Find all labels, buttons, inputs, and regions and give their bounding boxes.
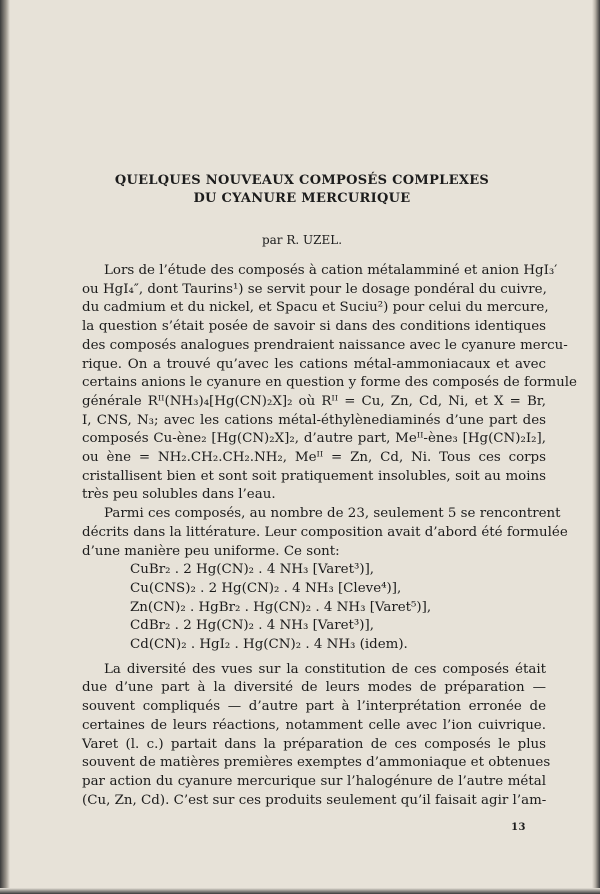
title-line-1: QUELQUES NOUVEAUX COMPOSÉS COMPLEXES	[114, 173, 490, 188]
paragraph-line: cristallisent bien et sont soit pratiquement insolubles, soit au moins	[82, 468, 546, 484]
paragraph-line: d’une manière peu uniforme. Ce sont:	[82, 543, 340, 559]
paragraph-line: Lors de l’étude des composés à cation métalamminé et anion HgI₃′	[104, 263, 558, 278]
author-byline: par R. UZEL.	[261, 233, 343, 247]
scan-edge-left	[0, 0, 10, 894]
paragraph-line: très peu solubles dans l’eau.	[82, 487, 276, 503]
paragraph-line: souvent de matières premières exemptes d’ammoniaque et obtenues	[82, 755, 551, 771]
paragraph-line: ou ène = NH₂.CH₂.CH₂.NH₂, Meᴵᴵ = Zn, Cd, Ni. Tous ces corps	[82, 450, 546, 466]
formula-line: CuBr₂ . 2 Hg(CN)₂ . 4 NH₃ [Varet³)],	[130, 562, 375, 578]
paragraph-line: Parmi ces composés, au nombre de 23, seulement 5 se rencontrent	[104, 506, 561, 522]
scan-edge-right	[592, 0, 600, 894]
paragraph-line: due d’une part à la diversité de leurs modes de préparation —	[82, 680, 546, 696]
formula-line: Cd(CN)₂ . HgI₂ . Hg(CN)₂ . 4 NH₃ (idem).	[130, 637, 408, 653]
paragraph-line: des composés analogues prendraient naissance avec le cyanure mercu-	[82, 337, 568, 353]
paragraph-2	[60, 505, 568, 561]
formula-line: CdBr₂ . 2 Hg(CN)₂ . 4 NH₃ [Varet³)],	[130, 618, 374, 634]
paragraph-line: ou HgI₄″, dont Taurins¹) se servit pour le dosage pondéral du cuivre,	[82, 281, 547, 297]
paragraph-line: (Cu, Zn, Cd). C’est sur ces produits seulement qu’il faisait agir l’am-	[82, 792, 547, 808]
paragraph-line: la question s’était posée de savoir si dans des conditions identiques	[82, 319, 546, 335]
paragraph-line: par action du cyanure mercurique sur l’halogénure de l’autre métal	[82, 773, 546, 789]
article-title	[60, 172, 544, 208]
paragraph-line: décrits dans la littérature. Leur composition avait d’abord été formulée	[82, 524, 568, 540]
paragraph-line: du cadmium et du nickel, et Spacu et Suciu²) pour celui du mercure,	[82, 300, 549, 316]
paragraph-line: composés Cu-ène₂ [Hg(CN)₂X]₂, d’autre part, Meᴵᴵ-ène₃ [Hg(CN)₂I₂],	[82, 431, 546, 447]
paragraph-line: I, CNS, N₃; avec les cations métal-éthylènediaminés d’une part des	[82, 412, 546, 428]
paragraph-line: Varet (l. c.) partait dans la préparation de ces composés le plus	[82, 736, 546, 752]
page-number: 13	[511, 822, 526, 833]
scan-edge-bottom	[0, 888, 600, 894]
paragraph-line: générale Rᴵᴵ(NH₃)₄[Hg(CN)₂X]₂ où Rᴵᴵ = Cu, Zn, Cd, Ni, et X = Br,	[82, 393, 546, 409]
paragraph-line: certains anions le cyanure en question y forme des composés de formule	[82, 375, 577, 391]
formula-line: Zn(CN)₂ . HgBr₂ . Hg(CN)₂ . 4 NH₃ [Varet⁵)],	[130, 599, 432, 615]
formula-list	[60, 561, 546, 655]
paragraph-line: certaines de leurs réactions, notamment celle avec l’ion cuivrique.	[82, 717, 546, 733]
paragraph-line: souvent compliqués — d’autre part à l’interprétation erronée de	[82, 699, 546, 715]
paragraph-1	[60, 262, 577, 505]
article-body	[60, 262, 577, 810]
paragraph-line: rique. On a trouvé qu’avec les cations métal-ammoniacaux et avec	[82, 356, 546, 372]
paragraph-line: La diversité des vues sur la constitution de ces composés était	[104, 661, 546, 677]
paragraph-3	[60, 661, 551, 811]
formula-line: Cu(CNS)₂ . 2 Hg(CN)₂ . 4 NH₃ [Cleve⁴)],	[130, 580, 402, 596]
title-line-2: DU CYANURE MERCURIQUE	[193, 191, 411, 206]
